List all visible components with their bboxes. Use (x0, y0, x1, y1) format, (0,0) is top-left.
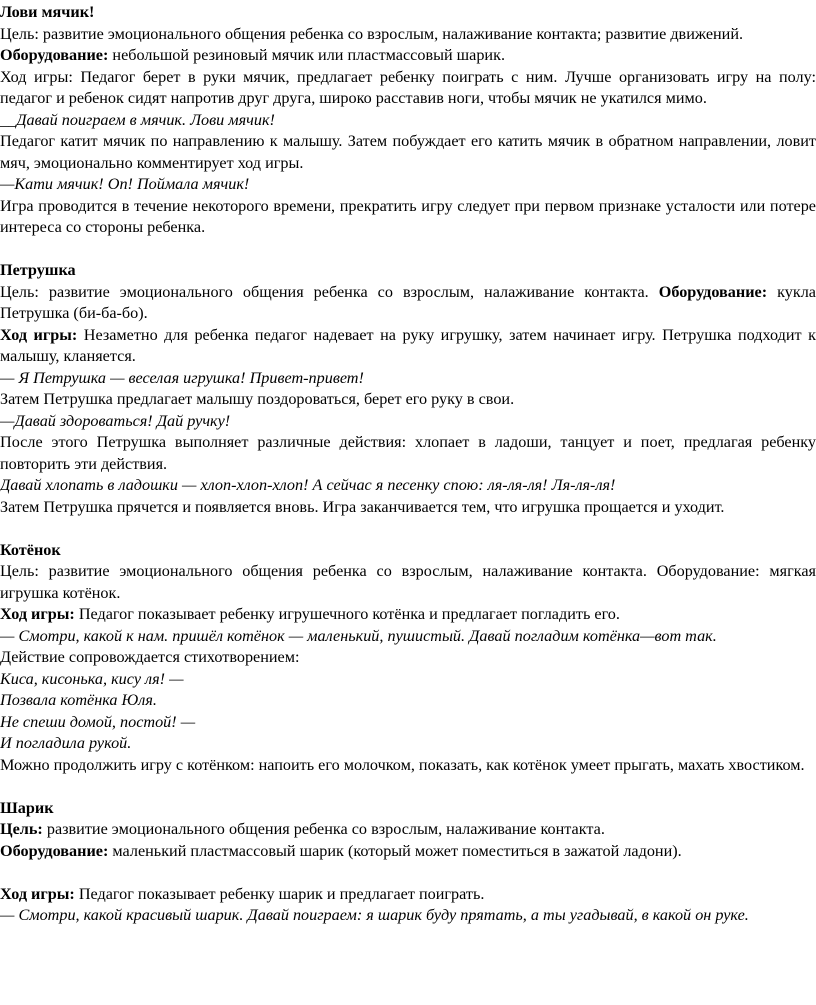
text-process: Педагог показывает ребенку игрушечного котёнка и предлагает погладить его. (74, 605, 620, 623)
paragraph-text: Игра проводится в течение некоторого времени, прекратить игру следует при первом признаке усталости или потере интереса со стороны ребенка. (0, 196, 816, 236)
paragraph-equipment (0, 841, 816, 863)
phrase-italic: —Давай здороваться! Дай ручку! (0, 411, 231, 430)
section-title-ball: Шарик (0, 798, 54, 817)
label-process: Ход игры: (0, 605, 75, 623)
text-process: Педагог показывает ребенку шарик и предлагает поиграть. (74, 884, 485, 903)
section-title-catch-ball: Лови мячик! (0, 3, 95, 21)
paragraph-text: Педагог катит мячик по направлению к малышу. Затем побуждает его катить мячик в обратном направлении, ловит мяч, эмоционально комментирует ход игры. (0, 132, 816, 172)
label-equipment: Оборудование: (658, 282, 768, 301)
text-goal: развитие эмоционального общения ребенка со взрослым, налаживание контакта. (42, 820, 605, 838)
text-equipment: маленький пластмассовый шарик (который может поместиться в зажатой ладони). (108, 841, 682, 860)
paragraph-goal: Цель: развитие эмоционального общения ребенка со взрослым, налаживание контакта; развитие движений. (0, 24, 744, 43)
label-equipment: Оборудование: (0, 46, 109, 64)
section-gap (0, 776, 816, 798)
poem-line: Не спеши домой, постой! — (0, 712, 196, 731)
paragraph-process (0, 884, 816, 906)
poem-line: И погладила рукой. (0, 734, 132, 752)
phrase-italic: Давай хлопать в ладошки — хлоп-хлоп-хлоп! А сейчас я песенку спою: ля-ля-ля! Ля-ля-ля! (0, 476, 616, 494)
label-process: Ход игры: (0, 325, 78, 344)
phrase-italic: __Давай поиграем в мячик. Лови мячик! (0, 110, 275, 129)
paragraph-goal (0, 819, 816, 841)
poem-line: Киса, кисонька, кису ля! — (0, 669, 184, 688)
paragraph-process (0, 325, 816, 368)
section-gap (0, 518, 816, 540)
phrase-italic: — Смотри, какой красивый шарик. Давай поиграем: я шарик буду прятать, а ты угадывай, в какой он руке. (0, 906, 749, 924)
text-equipment: небольшой резиновый мячик или пластмассовый шарик. (108, 46, 506, 64)
section-gap (0, 862, 816, 884)
text-equipment: кукла Петрушка (би-ба-бо). (0, 282, 816, 322)
section-title-kitten: Котёнок (0, 540, 61, 559)
poem-line: Позвала котёнка Юля. (0, 691, 157, 709)
paragraph-goal: Цель: развитие эмоционального общения ребенка со взрослым, налаживание контакта. Оборудование: мягкая игрушка котёнок. (0, 562, 816, 602)
phrase-italic: — Смотри, какой к нам. пришёл котёнок — маленький, пушистый. Давай погладим котёнка—вот так. (0, 626, 717, 645)
section-title-petrushka: Петрушка (0, 261, 76, 279)
section-gap (0, 239, 816, 261)
text-goal: Цель: развитие эмоционального общения ребенка со взрослым, налаживание контакта. (0, 282, 659, 301)
paragraph-process: Ход игры: Педагог берет в руки мячик, предлагает ребенку поиграть с ним. Лучше организовать игру на полу: педагог и ребенок сидят напротив друг друга, широко расставив ноги, чтобы мячик не укатился мимо. (0, 67, 816, 107)
paragraph-text: Действие сопровождается стихотворением: (0, 648, 300, 666)
paragraph-goal (0, 282, 816, 325)
label-equipment: Оборудование: (0, 841, 109, 860)
paragraph-process (0, 604, 816, 626)
paragraph-text: Затем Петрушка предлагает малышу поздороваться, берет его руку в свои. (0, 390, 515, 408)
paragraph-text: Можно продолжить игру с котёнком: напоить его молочком, показать, как котёнок умеет прыгать, махать хвостиком. (0, 755, 805, 774)
paragraph-text: После этого Петрушка выполняет различные действия: хлопает в ладоши, танцует и поет, предлагая ребенку повторить эти действия. (0, 433, 816, 473)
document-page (0, 2, 816, 927)
text-process: Незаметно для ребенка педагог надевает на руку игрушку, затем начинает игру. Петрушка подходит к малышу, кланяется. (0, 325, 816, 365)
phrase-italic: —Кати мячик! Оп! Поймала мячик! (0, 175, 250, 193)
paragraph-text: Затем Петрушка прячется и появляется вновь. Игра заканчивается тем, что игрушка прощается и уходит. (0, 497, 725, 516)
label-goal: Цель: (0, 820, 43, 838)
paragraph-equipment (0, 45, 816, 67)
phrase-italic: — Я Петрушка — веселая игрушка! Привет-привет! (0, 368, 364, 387)
label-process: Ход игры: (0, 884, 75, 903)
